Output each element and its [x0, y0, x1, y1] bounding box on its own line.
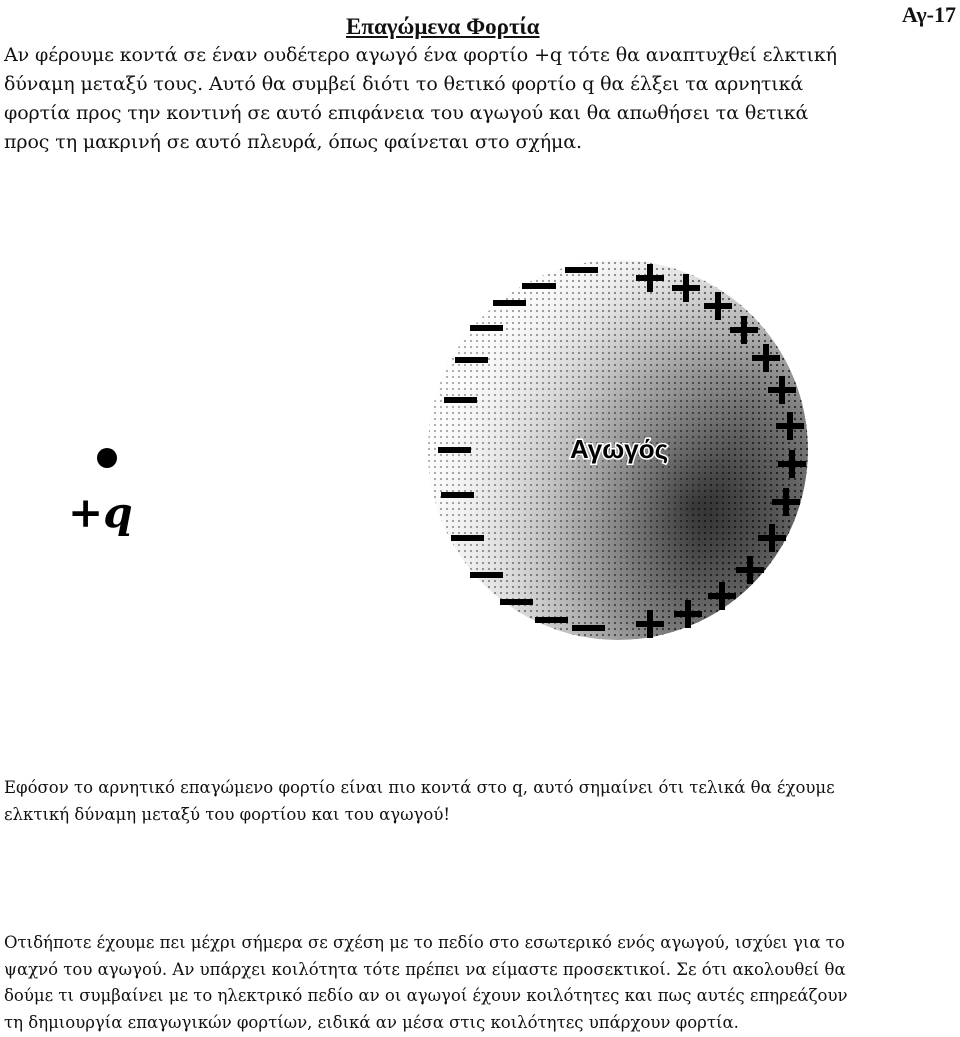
cavity-paragraph: Οτιδήποτε έχουμε πει μέχρι σήμερα σε σχέση με το πεδίο στο εσωτερικό ενός αγωγού, ισχύει για το ψαχνό του αγωγού. Αν υπάρχει κοιλότητα τότε πρέπει να είμαστε προσεκτικοί. Σε ότι ακολουθεί θα δούμε τι συμβαίνει με το ηλεκτρικό πεδίο αν οι αγωγοί έχουν κοιλότητες και πως αυτές επηρεάζουν τη δημιουργία επαγωγικών φορτίων, ειδικά αν μέσα στις κοιλότητες υπάρχουν φορτία. — [4, 933, 848, 1032]
conductor-label: Αγωγός — [570, 434, 669, 464]
page-label: Αγ-17 — [901, 2, 956, 27]
charge-dot — [97, 448, 117, 468]
page-title: Επαγώμενα Φορτία — [346, 14, 540, 39]
intro-paragraph: Αν φέρουμε κοντά σε έναν ουδέτερο αγωγό ένα φορτίο +q τότε θα αναπτυχθεί ελκτική δύναμη μεταξύ τους. Αυτό θα συμβεί διότι το θετικό φορτίο q θα έλξει τα αρνητικά φορτία προς την κοντινή σε αυτό επιφάνεια του αγωγού και θα απωθήσει τα θετικά προς τη μακρινή σε αυτό πλευρά, όπως φαίνεται στο σχήμα. — [4, 44, 837, 153]
induced-charges-figure — [0, 230, 960, 670]
charge-label: +q — [68, 488, 133, 537]
conclusion-paragraph: Εφόσον το αρνητικό επαγώμενο φορτίο είναι πιο κοντά στο q, αυτό σημαίνει ότι τελικά θα έχουμε ελκτική δύναμη μεταξύ του φορτίου και του αγωγού! — [4, 778, 835, 824]
